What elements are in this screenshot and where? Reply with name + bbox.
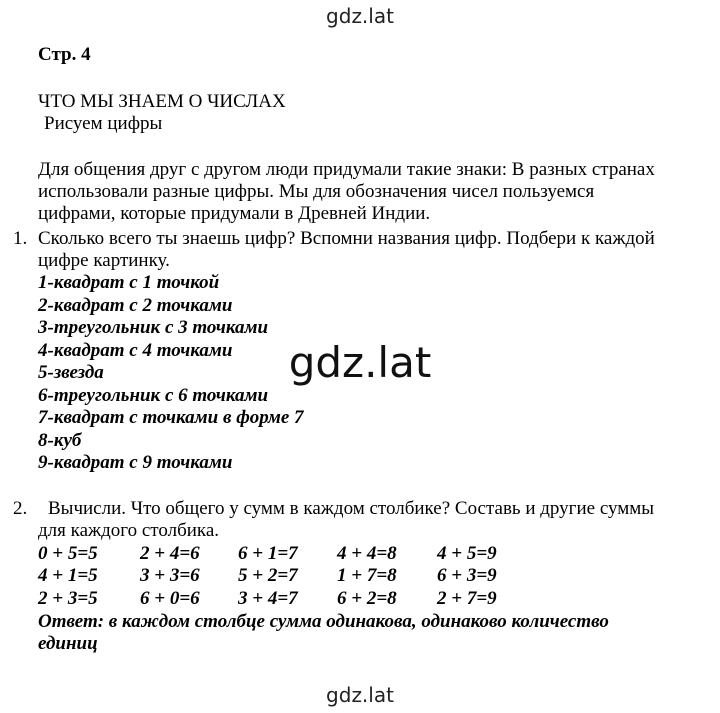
task1-answer: 7-квадрат с точками в форме 7: [38, 407, 304, 428]
task1-answer: 1-квадрат с 1 точкой: [38, 272, 220, 293]
sum-cell: 4 + 1=5: [38, 565, 98, 586]
task1-question-line: Сколько всего ты знаешь цифр? Вспомни названия цифр. Подбери к каждой: [38, 228, 655, 249]
intro-line: Для общения друг с другом люди придумали такие знаки: В разных странах: [38, 159, 655, 180]
intro-line: использовали разные цифры. Мы для обозначения чисел пользуемся: [38, 181, 595, 202]
sum-cell: 6 + 2=8: [337, 588, 397, 609]
task1-answer: 6-треугольник с 6 точками: [38, 385, 269, 406]
sum-cell: 3 + 3=6: [140, 565, 200, 586]
sum-cell: 4 + 5=9: [437, 543, 497, 564]
sum-cell: 5 + 2=7: [238, 565, 298, 586]
task1-answer: 3-треугольник с 3 точками: [38, 317, 269, 338]
task2-number: 2.: [13, 498, 28, 519]
watermark-bottom: gdz.lat: [326, 683, 394, 707]
sum-cell: 6 + 0=6: [140, 588, 200, 609]
section-subheading: Рисуем цифры: [44, 113, 163, 134]
task1-answer: 4-квадрат с 4 точками: [38, 340, 233, 361]
page-label: Стр. 4: [38, 44, 91, 65]
task1-answer: 9-квадрат с 9 точками: [38, 452, 233, 473]
sum-cell: 2 + 3=5: [38, 588, 98, 609]
task1-answer: 8-куб: [38, 430, 82, 451]
task2-answer-line: Ответ: в каждом столбце сумма одинакова, одинаково количество: [38, 611, 609, 632]
watermark-top: gdz.lat: [326, 4, 394, 28]
sum-cell: 4 + 4=8: [337, 543, 397, 564]
sum-cell: 6 + 1=7: [238, 543, 298, 564]
task2-question-line: для каждого столбика.: [38, 520, 220, 541]
section-heading: ЧТО МЫ ЗНАЕМ О ЧИСЛАХ: [38, 91, 286, 112]
intro-line: цифрами, которые придумали в Древней Индии.: [38, 203, 431, 224]
task1-question-line: цифре картинку.: [38, 250, 170, 271]
task1-number: 1.: [13, 228, 28, 249]
sum-cell: 6 + 3=9: [437, 565, 497, 586]
sum-cell: 2 + 7=9: [437, 588, 497, 609]
sum-cell: 0 + 5=5: [38, 543, 98, 564]
sum-cell: 2 + 4=6: [140, 543, 200, 564]
task1-answer: 5-звезда: [38, 362, 104, 383]
watermark-center: gdz.lat: [288, 338, 432, 387]
task1-answer: 2-квадрат с 2 точками: [38, 295, 233, 316]
sum-cell: 3 + 4=7: [238, 588, 298, 609]
task2-question-line: Вычисли. Что общего у сумм в каждом столбике? Составь и другие суммы: [48, 498, 655, 519]
sum-cell: 1 + 7=8: [337, 565, 397, 586]
task2-answer-line: единиц: [38, 633, 98, 654]
